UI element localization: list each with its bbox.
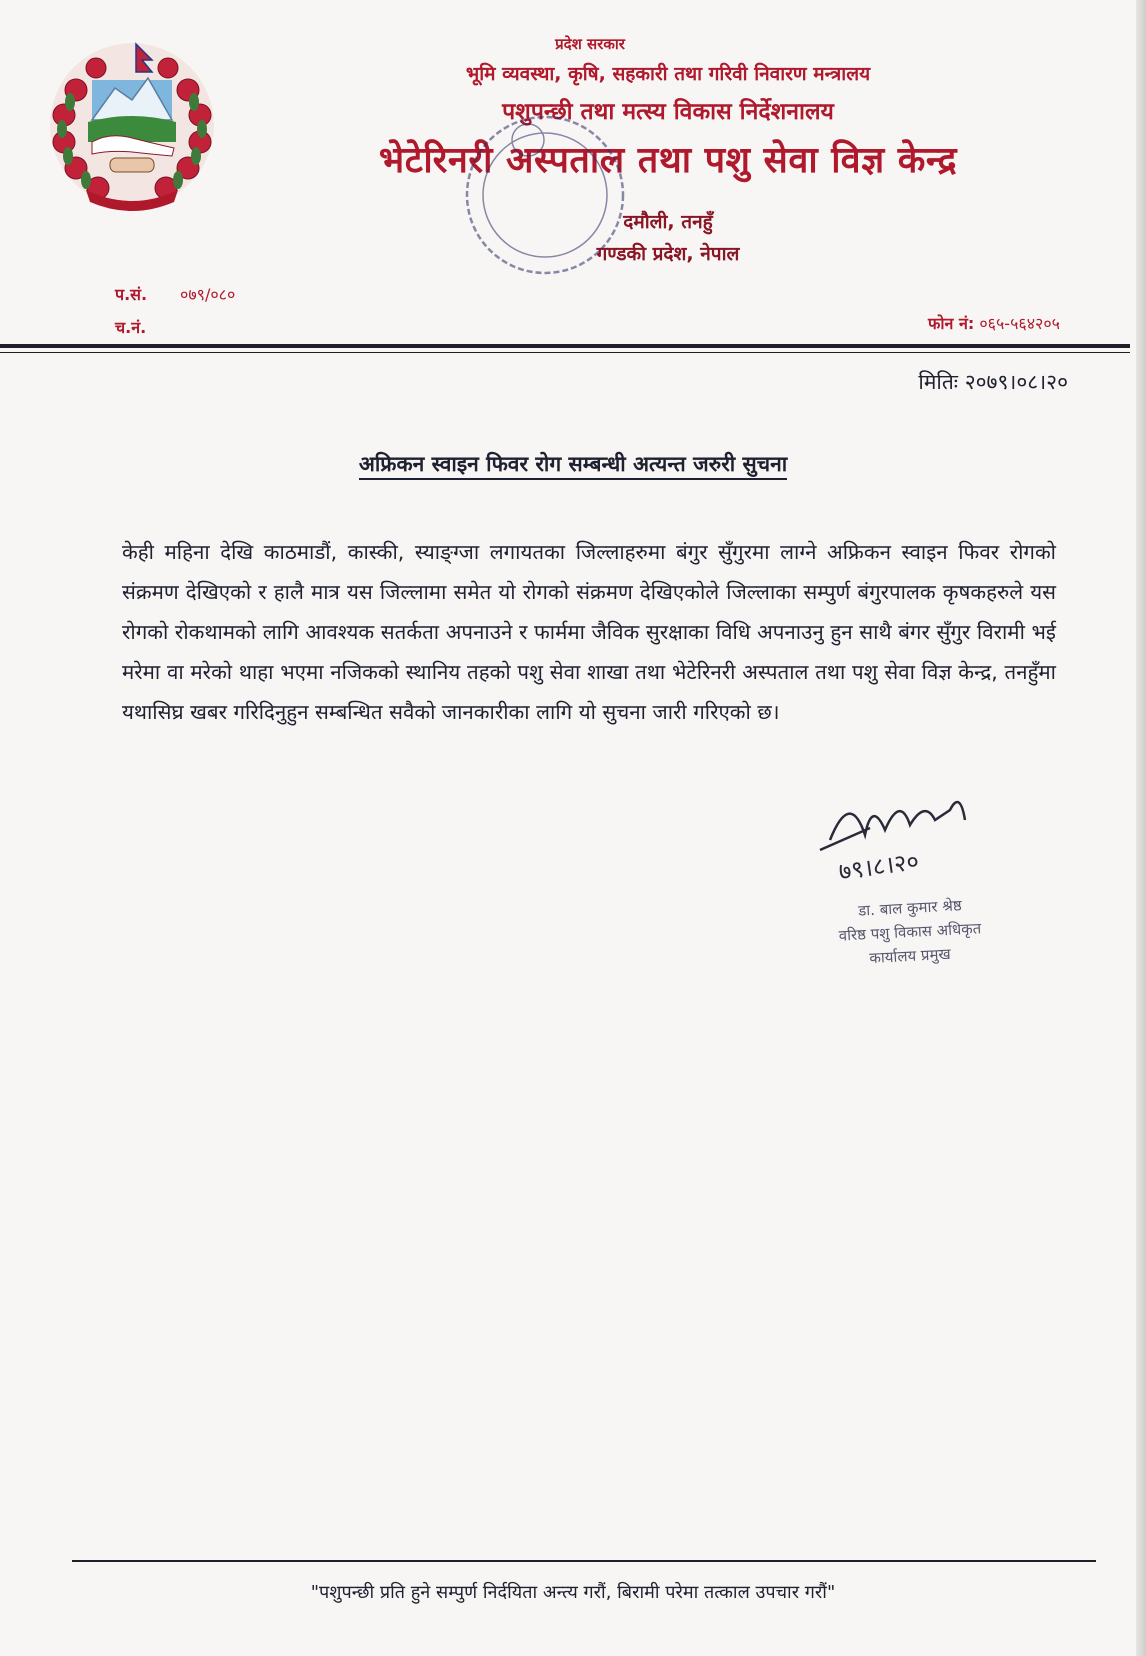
handwritten-signature-icon [810,780,1010,890]
header-organization: भेटेरिनरी अस्पताल तथा पशु सेवा विज्ञ केन्द्र [378,140,958,181]
notice-subject-wrap [0,450,1146,478]
header-divider-thin [0,352,1130,353]
notice-body: केही महिना देखि काठमाडौं, कास्की, स्याङ्ग्जा लगायतका जिल्लाहरुमा बंगुर सुँगुरमा लाग्ने अफ्रिकन स्वाइन फिवर रोगको संक्रमण देखिएको र हालै मात्र यस जिल्लामा समेत यो रोगको संक्रमण देखिएकोले जिल्लाका सम्पुर्ण बंगुरपालक कृषकहरुले यस रोगको रोकथामको लागि आवश्यक सतर्कता अपनाउने र फार्ममा जैविक सुरक्षाका विधि अपनाउनु हुन साथै बंगर सुँगुर विरामी भई मरेमा वा मरेको थाहा भएमा नजिकको स्थानिय तहको पशु सेवा शाखा तथा भेटेरिनरी अस्पताल तथा पशु सेवा विज्ञ केन्द्र, तनहुँमा यथासिघ्र खबर गरिदिनुहुन सम्बन्धित सवैको जानकारीका लागि यो सुचना जारी गरिएको छ। [122,540,1056,724]
header-ministry: भूमि व्यवस्था, कृषि, सहकारी तथा गरिवी निवारण मन्त्रालय [465,63,871,85]
phone-info [928,312,1060,334]
header-location-line2: गण्डकी प्रदेश, नेपाल [596,243,740,265]
dispatch-label: च.नं. [115,318,147,337]
header-divider [0,344,1130,348]
header-directorate: पशुपन्छी तथा मत्स्य विकास निर्देशनालय [502,99,834,125]
phone-label: फोन नं: [928,314,975,333]
footer-divider [72,1560,1096,1562]
phone-number: ०६५-५६४२०५ [979,314,1060,333]
svg-text:७९।८।२०: ७९।८।२० [836,846,921,886]
notice-subject: अफ्रिकन स्वाइन फिवर रोग सम्बन्धी अत्यन्त जरुरी सुचना [359,452,787,480]
signatory-name: डा. बाल कुमार श्रेष्ठ [857,896,963,920]
header-location-line1: दमौली, तनहुँ [623,211,713,233]
signatory-designation: वरिष्ठ पशु विकास अधिकृत [838,919,982,945]
nepal-emblem-icon [40,30,225,215]
footer-motto: "पशुपन्छी प्रति हुने सम्पुर्ण निर्दयिता अन्त्य गरौं, बिरामी परेमा तत्काल उपचार गरौं" [310,1582,836,1603]
reference-number: ०७९/०८० [180,285,236,304]
header-government: प्रदेश सरकार [555,35,625,53]
signatory-role: कार्यालय प्रमुख [868,944,952,968]
office-stamp-icon [430,100,660,290]
letter-date: मितिः २०७९।०८।२० [918,370,1068,394]
page-edge-shadow [1136,0,1146,1656]
reference-label: प.सं. [115,285,148,304]
